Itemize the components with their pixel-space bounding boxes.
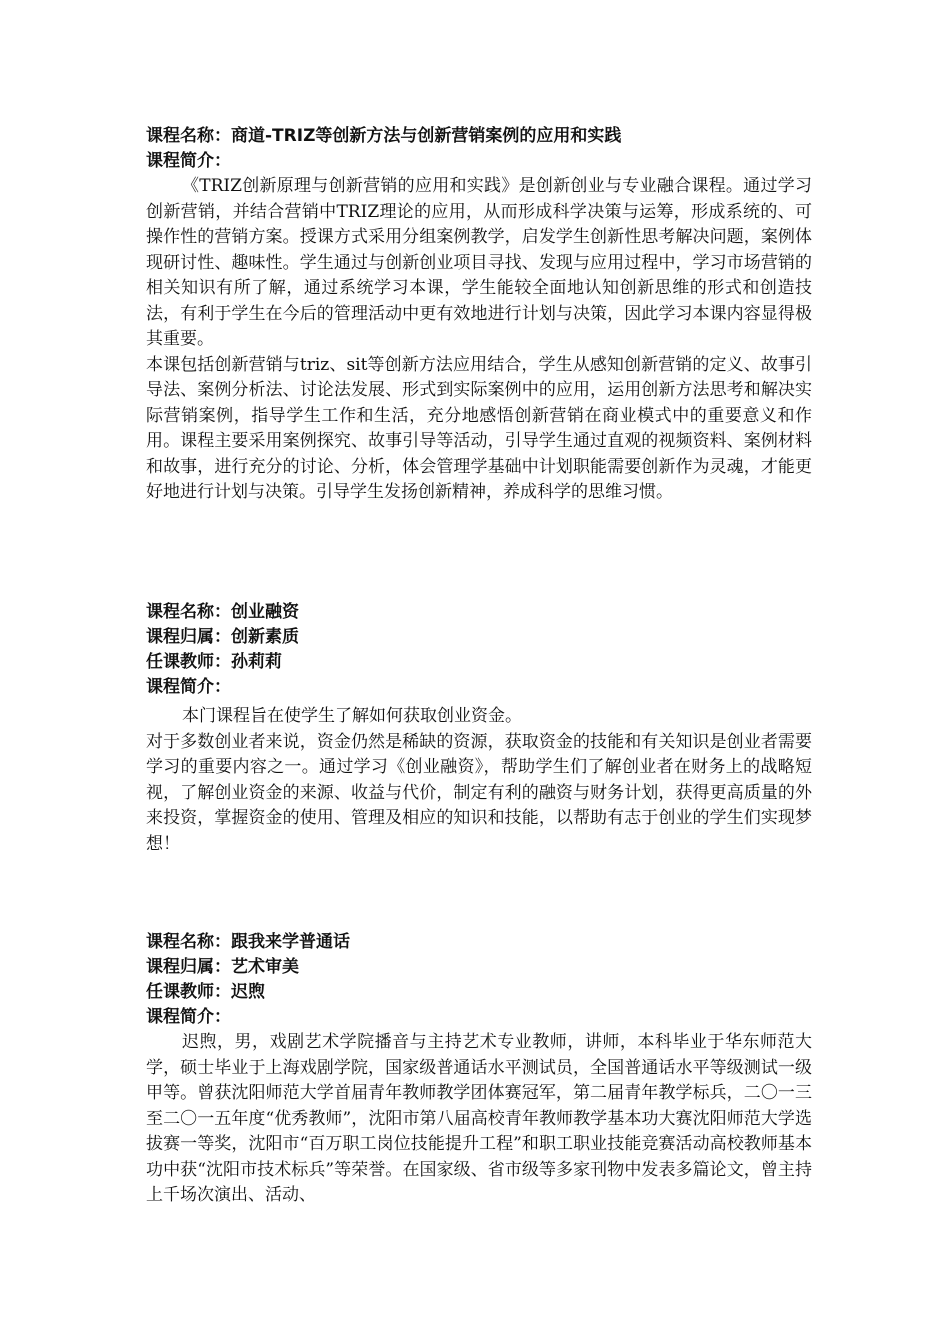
course-intro-paragraph: 迟煦，男，戏剧艺术学院播音与主持艺术专业教师，讲师，本科毕业于华东师范大学，硕士毕业于上海戏剧学院，国家级普通话水平测试员，全国普通话水平等级测试一级甲等。曾获沈阳师范大学首届青年教师教学团体赛冠军，第二届青年教学标兵，二〇一三至二〇一五年度“优秀教师”，沈阳市第八届高校青年教师教学基本功大赛沈阳师范大学选拔赛一等奖，沈阳市“百万职工岗位技能提升工程”和职工职业技能竞赛活动高校教师基本功中获“沈阳市技术标兵”等荣誉。在国家级、省市级等多家刊物中发表多篇论文，曾主持上千场次演出、活动、 bbox=[146, 1032, 812, 1205]
course-intro-paragraph: 《TRIZ创新原理与创新营销的应用和实践》是创新创业与专业融合课程。通过学习创新营销，并结合营销中TRIZ理论的应用，从而形成科学决策与运筹，形成系统的、可操作性的营销方案。授课方式采用分组案例教学，启发学生创新性思考解决问题，案例体现研讨性、趣味性。学生通过与创新创业项目寻找、发现与应用过程中，学习市场营销的相关知识有所了解，通过系统学习本课，学生能较全面地认知创新思维的形式和创造技法，有利于学生在今后的管理活动中更有效地进行计划与决策，因此学习本课内容显得极其重要。 bbox=[146, 176, 812, 349]
course-block-mandarin bbox=[146, 930, 812, 1209]
course-teacher: 任课教师：孙莉莉 bbox=[146, 652, 282, 672]
course-intro-paragraph: 对于多数创业者来说，资金仍然是稀缺的资源，获取资金的技能和有关知识是创业者需要学习的重要内容之一。通过学习《创业融资》，帮助学生们了解创业者在财务上的战略短视，了解创业资金的来源、收益与代价，制定有利的融资与财务计划，获得更高质量的外来投资，掌握资金的使用、管理及相应的知识和技能，以帮助有志于创业的学生们实现梦想！ bbox=[146, 731, 812, 854]
course-intro-heading: 课程简介： bbox=[146, 151, 231, 171]
course-intro-paragraph: 本门课程旨在使学生了解如何获取创业资金。 bbox=[182, 706, 522, 726]
course-name: 课程名称：创业融资 bbox=[146, 602, 299, 622]
course-intro-paragraph: 本课包括创新营销与triz、sit等创新方法应用结合，学生从感知创新营销的定义、故事引导法、案例分析法、讨论法发展、形式到实际案例中的应用，运用创新方法思考和解决实际营销案例，指导学生工作和生活，充分地感悟创新营销在商业模式中的重要意义和作用。课程主要采用案例探究、故事引导等活动，引导学生通过直观的视频资料、案例材料和故事，进行充分的讨论、分析，体会管理学基础中计划职能需要创新作为灵魂，才能更好地进行计划与决策。引导学生发扬创新精神，养成科学的思维习惯。 bbox=[146, 354, 812, 502]
course-block-financing bbox=[146, 600, 812, 857]
course-teacher: 任课教师：迟煦 bbox=[146, 982, 265, 1002]
course-name: 课程名称：跟我来学普通话 bbox=[146, 932, 350, 952]
course-category: 课程归属：艺术审美 bbox=[146, 957, 299, 977]
course-name: 课程名称：商道-TRIZ等创新方法与创新营销案例的应用和实践 bbox=[146, 126, 622, 146]
course-intro-heading: 课程简介： bbox=[146, 677, 231, 697]
course-intro-heading: 课程简介： bbox=[146, 1007, 231, 1027]
course-category: 课程归属：创新素质 bbox=[146, 627, 299, 647]
course-block-triz bbox=[146, 124, 812, 506]
